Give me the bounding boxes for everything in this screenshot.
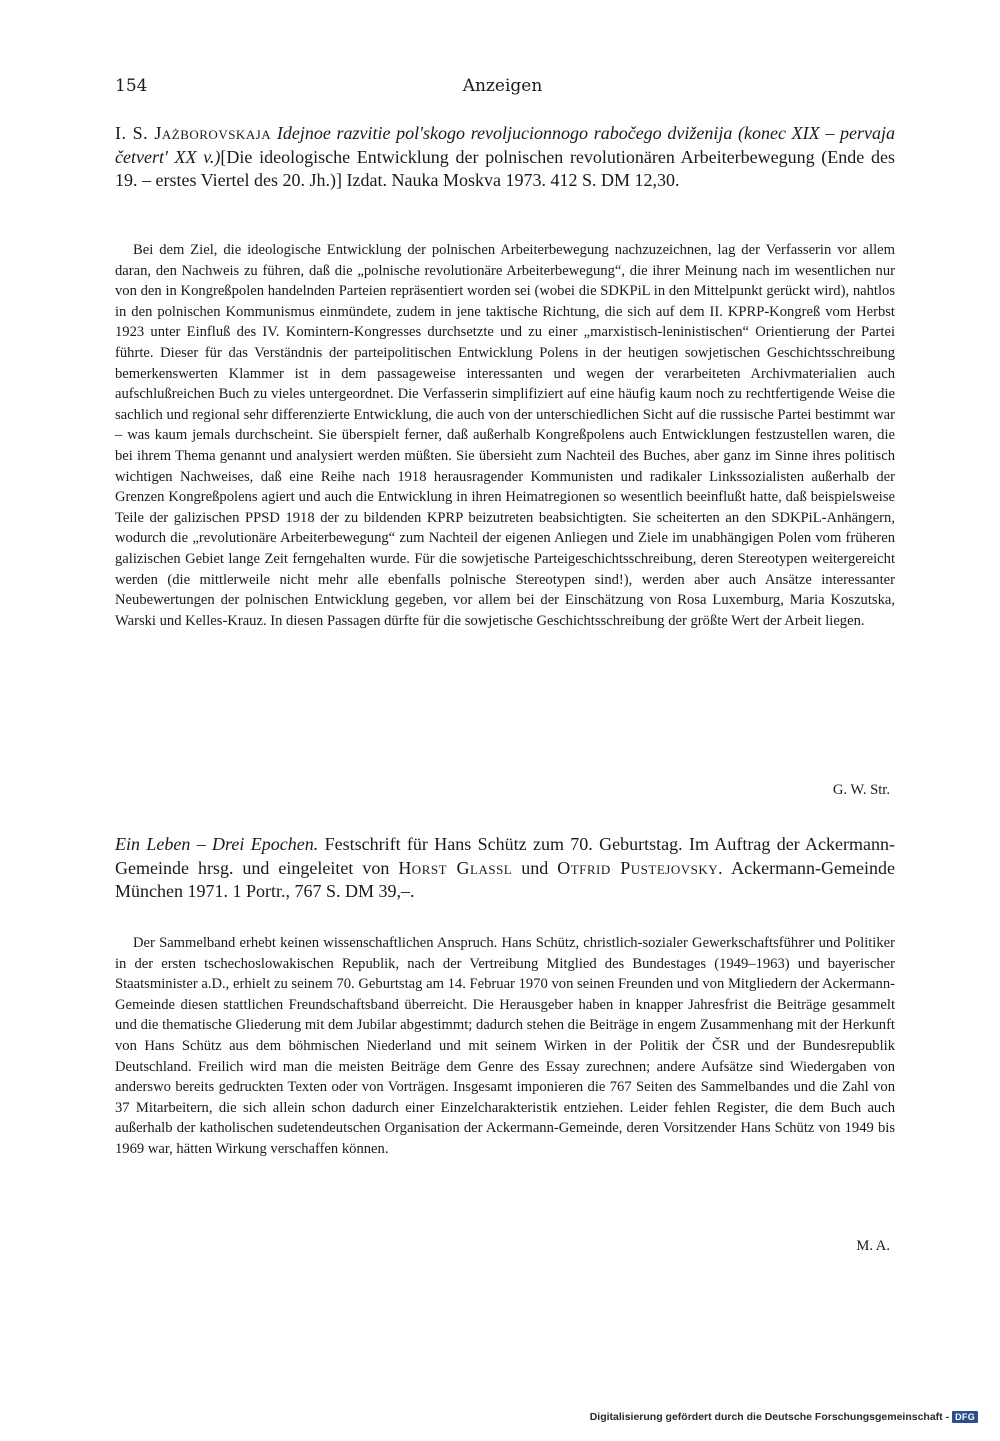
running-title: Anzeigen <box>462 76 543 96</box>
review2-signature: M. A. <box>856 1238 890 1254</box>
review1-citation <box>115 122 895 193</box>
review2-citation <box>115 833 895 904</box>
review2-editor1: Horst Glassl <box>398 857 513 878</box>
review1-title: Idejnoe razvitie pol'skogo revoljucionnogo rabočego dviženija (konec XIX – pervaja četvert' XX v.) <box>115 123 895 167</box>
review2-title: Ein Leben – Drei Epochen. <box>115 834 319 854</box>
review2-body: Der Sammelband erhebt keinen wissenschaftlichen Anspruch. Hans Schütz, christlich-sozialer Gewerkschaftsführer und Politiker in der ersten tschechoslowakischen Republik, nach der Vertreibung Mitglied des Bundestages (1949–1963) und bayerischer Staatsminister a.D., erhielt zu seinem 70. Geburtstag am 14. Februar 1970 von seinen Freunden und von Mitgliedern der Ackermann-Gemeinde diesen stattlichen Freundschaftsband überreicht. Die Herausgeber haben in knapper Jahresfrist die Beiträge gesammelt und die thematische Gliederung mit dem Jubilar abgestimmt; dadurch stehen die Beiträge in engem Zusammenhang mit der Herkunft von Hans Schütz aus dem böhmischen Niederland und mit seinem Wirken in der Politik der ČSR und der Bundesrepublik Deutschland. Freilich wird man die meisten Beiträge dem Genre des Essay zurechnen; andere Aufsätze sind Wiedergaben von anderswo bereits gedruckten Texten oder von Vorträgen. Insgesamt imponieren die 767 Seiten des Sammelbandes und die Zahl von 37 Mitarbeitern, die sich allein schon dadurch einer Einzelcharakteristik entziehen. Leider fehlen Register, die dem Buch auch außerhalb der katholischen sudetendeutschen Organisation der Ackermann-Gemeinde, deren Vorsitzender Hans Schütz von 1949 bis 1969 war, hätten Wirkung verschaffen können. <box>115 935 895 1157</box>
review1-author: I. S. Jażborovskaja <box>115 123 272 143</box>
review2-title-rest: Ackermann-Gemeinde München 1971. 1 Portr., 767 S. DM 39,–. <box>115 857 896 901</box>
page-header <box>115 76 890 104</box>
review1-body: Bei dem Ziel, die ideologische Entwicklung der polnischen Arbeiterbewegung nachzuzeichnen, lag der Verfasserin vor allem daran, den Nachweis zu führen, daß die „polnische revolutionäre Arbeiterbewegung“, die ihrer Meinung nach im wesentlichen nur von den in Kongreßpolen handelnden Parteien repräsentiert worden sei (wobei die SDKPiL in den Mittelpunkt gerückt wird), nahtlos in den polnischen Kommunismus einmündete, zudem in jene taktische Richtung, die sich auf dem II. KPRP-Kongreß vom Herbst 1923 unter Einfluß des IV. Komintern-Kongresses durchsetzte und zu einer „marxistisch-leninistischen“ Orientierung der Partei führte. Dieser für das Verständnis der parteipolitischen Entwicklung Polens in der heutigen sowjetischen Geschichtsschreibung bemerkenswerten Klammer ist in dem passageweise interessanten und wegen der verarbeiteten Archivmaterialien auch aufschlußreichen Buch zu vieles untergeordnet. Die Verfasserin simplifiziert auf eine häufig kaum noch zu rechtfertigende Weise die sachlich und regional sehr differenzierte Entwicklung, die auch von der unterschiedlichen Sicht auf die russische Partei bestimmt war – was kaum jemals durchscheint. Sie überspielt ferner, daß außerhalb Kongreßpolens auch Entwicklungen festzustellen waren, die bei ihrem Thema genannt und analysiert werden müßten. Sie übersieht zum Nachteil des Buches, aber ganz im Sinne ihres politisch wichtigen Nachweises, daß eine Reihe nach 1918 herausragender Kommunisten und radikaler Linkssozialisten außerhalb der Grenzen Kongreßpolens agiert und auch die Entwicklung in ihren Heimatregionen so wesentlich beeinflußt hatte, daß beispielsweise Teile der galizischen PPSD 1918 der zu bildenden KPRP beizutreten beabsichtigten. Sie scheiterten an den SDKPiL-Anhängern, wodurch die „revolutionäre Arbeiterbewegung“ zum Nachteil der eigenen Anliegen und Ziele im unabhängigen Polen vom früheren galizischen Gebiet lange Zeit ferngehalten wurde. Für die sowjetische Parteigeschichtsschreibung, deren Stereotypen weitergereicht werden (die mittlerweile nicht mehr alle ebenfalls polnische Stereotypen sind!), werden aber auch Ansätze interessanter Neubewertungen der polnischen Entwicklung gegeben, vor allem bei der Einschätzung von Rosa Luxemburg, Maria Koszutska, Warski und Kelles-Krauz. In diesen Passagen dürfte für die sowjetische Geschichtsschreibung der größte Wert der Arbeit liegen. <box>115 242 895 629</box>
footer-text: Digitalisierung gefördert durch die Deutsche Forschungsgemeinschaft - <box>589 1411 950 1423</box>
review2-title-mid: Festschrift für Hans Schütz zum 70. Geburtstag. Im Auftrag der Ackermann-Gemeinde hrsg. und eingeleitet von <box>115 834 895 878</box>
digitization-footer <box>590 1409 978 1425</box>
dfg-logo-icon: DFG <box>952 1411 978 1423</box>
review1-title-rest: [Die ideologische Entwicklung der polnischen revolutionären Arbeiterbewegung (Ende des 19. – erstes Viertel des 20. Jh.)] Izdat. Nauka Moskva 1973. 412 S. DM 12,30. <box>115 146 895 190</box>
page-number: 154 <box>115 76 148 96</box>
review1-signature: G. W. Str. <box>832 782 890 798</box>
review2-and: und <box>521 857 549 878</box>
review2-editor2: Otfrid Pustejovsky. <box>557 857 724 878</box>
